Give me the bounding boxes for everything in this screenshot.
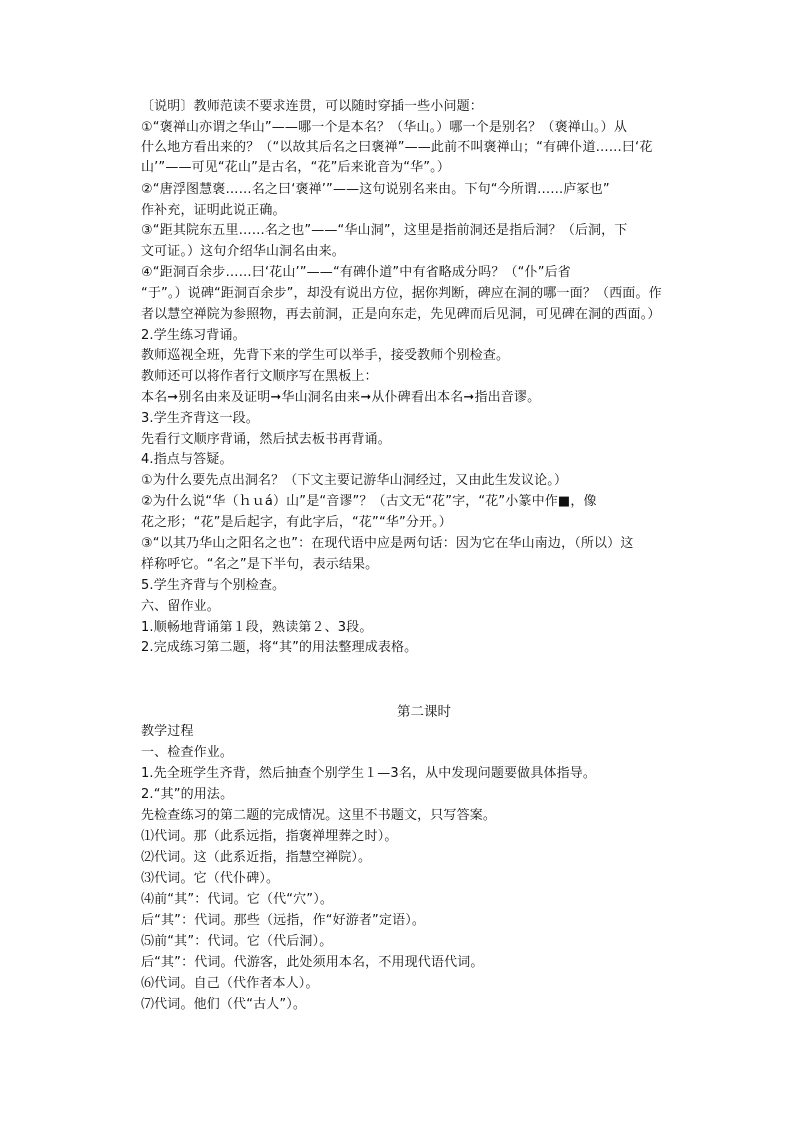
- paragraph-line: 样称呼它。“名之”是下半句，表示结果。: [141, 557, 379, 572]
- list-item: ⑸前“其”：代词。它（代后洞）。: [141, 934, 333, 949]
- paragraph-line: 2.完成练习第二题，将“其”的用法整理成表格。: [141, 640, 418, 655]
- paragraph-line: 4.指点与答疑。: [141, 452, 233, 467]
- paragraph-line: 2.学生练习背诵。: [141, 328, 246, 343]
- list-item: 后“其”：代词。那些（远指，作“好游者”定语）。: [141, 913, 426, 928]
- paragraph-line: ①“褒禅山亦谓之华山”——哪一个是本名？（华山。）哪一个是别名？（褒禅山。）从: [141, 120, 627, 135]
- paragraph-line: 一、检查作业。: [141, 745, 234, 760]
- list-item: ⑺代词。他们（代“古人”）。: [141, 997, 307, 1012]
- paragraph-line: 教师还可以将作者行文顺序写在黑板上：: [141, 369, 378, 384]
- list-item: 后“其”：代词。代游客，此处须用本名，不用现代语代词。: [141, 955, 484, 970]
- paragraph-line: ③“以其乃华山之阳名之也”：在现代语中应是两句话：因为它在华山南边，（所以）这: [141, 536, 634, 551]
- paragraph-line: ③“距其院东五里……名之也”——“华山洞”，这里是指前洞还是指后洞？（后洞，下: [141, 223, 628, 238]
- paragraph-line: ④“距洞百余步……曰‘花山’”——“有碑仆道”中有省略成分吗？（“仆”后省: [141, 265, 571, 280]
- paragraph-line: “于”。）说碑“距洞百余步”，却没有说出方位，据你判断，碑应在洞的哪一面？（西面。作: [141, 286, 662, 301]
- list-item: ⑷前“其”：代词。它（代“穴”）。: [141, 892, 333, 907]
- paragraph-line: 教学过程: [141, 724, 194, 739]
- paragraph-line: 先看行文顺序背诵，然后拭去板书再背诵。: [141, 432, 391, 447]
- paragraph-line: ①为什么要先点出洞名？（下文主要记游华山洞经过，又由此生发议论。）: [141, 473, 568, 488]
- paragraph-line: 3.学生齐背这一段。: [141, 411, 259, 426]
- paragraph-line: 1.顺畅地背诵第１段，熟读第２、3段。: [141, 620, 373, 635]
- paragraph-line: 文可证。）这句介绍华山洞名由来。: [141, 244, 345, 259]
- paragraph-line: 什么地方看出来的？（“以故其后名之曰褒禅”——此前不叫褒禅山；“有碑仆道……曰‘花: [141, 140, 653, 155]
- list-item: ⑵代词。这（此系近指，指慧空禅院）。: [141, 850, 372, 865]
- paragraph-line: ②“唐浮图慧褒……名之曰‘褒禅’”——这句说别名来由。下句“今所谓……庐冢也”: [141, 182, 610, 197]
- paragraph-line: ②为什么说“华（ｈｕá）山”是“音谬”？（古文无“花”字，“花”小篆中作■，像: [141, 494, 597, 509]
- section-heading: 第二课时: [397, 704, 451, 720]
- list-item: ⑴代词。那（此系远指，指褒禅埋葬之时）。: [141, 829, 398, 844]
- paragraph-line: 者以慧空禅院为参照物，再去前洞，正是向东走，先见碑而后见洞，可见碑在洞的西面。）: [141, 307, 661, 322]
- paragraph-line: 1.先全班学生齐背，然后抽查个别学生１—3名，从中发现问题要做具体指导。: [141, 766, 597, 781]
- list-item: ⑶代词。它（代仆碑）。: [141, 871, 280, 886]
- paragraph-line: 教师巡视全班，先背下来的学生可以举手，接受教师个别检查。: [141, 348, 510, 363]
- paragraph-line: 花之形；“花”是后起字，有此字后，“花”“华”分开。）: [141, 515, 452, 530]
- paragraph-line: 山’”——可见“花山”是古名，“花”后来讹音为“华”。）: [141, 160, 450, 175]
- list-item: ⑹代词。自己（代作者本人）。: [141, 976, 319, 991]
- paragraph-line: 本名➞别名由来及证明➞华山洞名由来➞从仆碑看出本名➞指出音谬。: [141, 390, 541, 405]
- paragraph-line: 先检查练习的第二题的完成情况。这里不书题文，只写答案。: [141, 808, 497, 823]
- paragraph-line: 六、留作业。: [141, 599, 220, 614]
- paragraph-line: 2.“其”的用法。: [141, 787, 234, 802]
- note-intro: 〔说明〕教师范读不要求连贯，可以随时穿插一些小问题：: [141, 99, 483, 114]
- paragraph-line: 作补充，证明此说正确。: [141, 203, 286, 218]
- paragraph-line: 5.学生齐背与个别检查。: [141, 578, 286, 593]
